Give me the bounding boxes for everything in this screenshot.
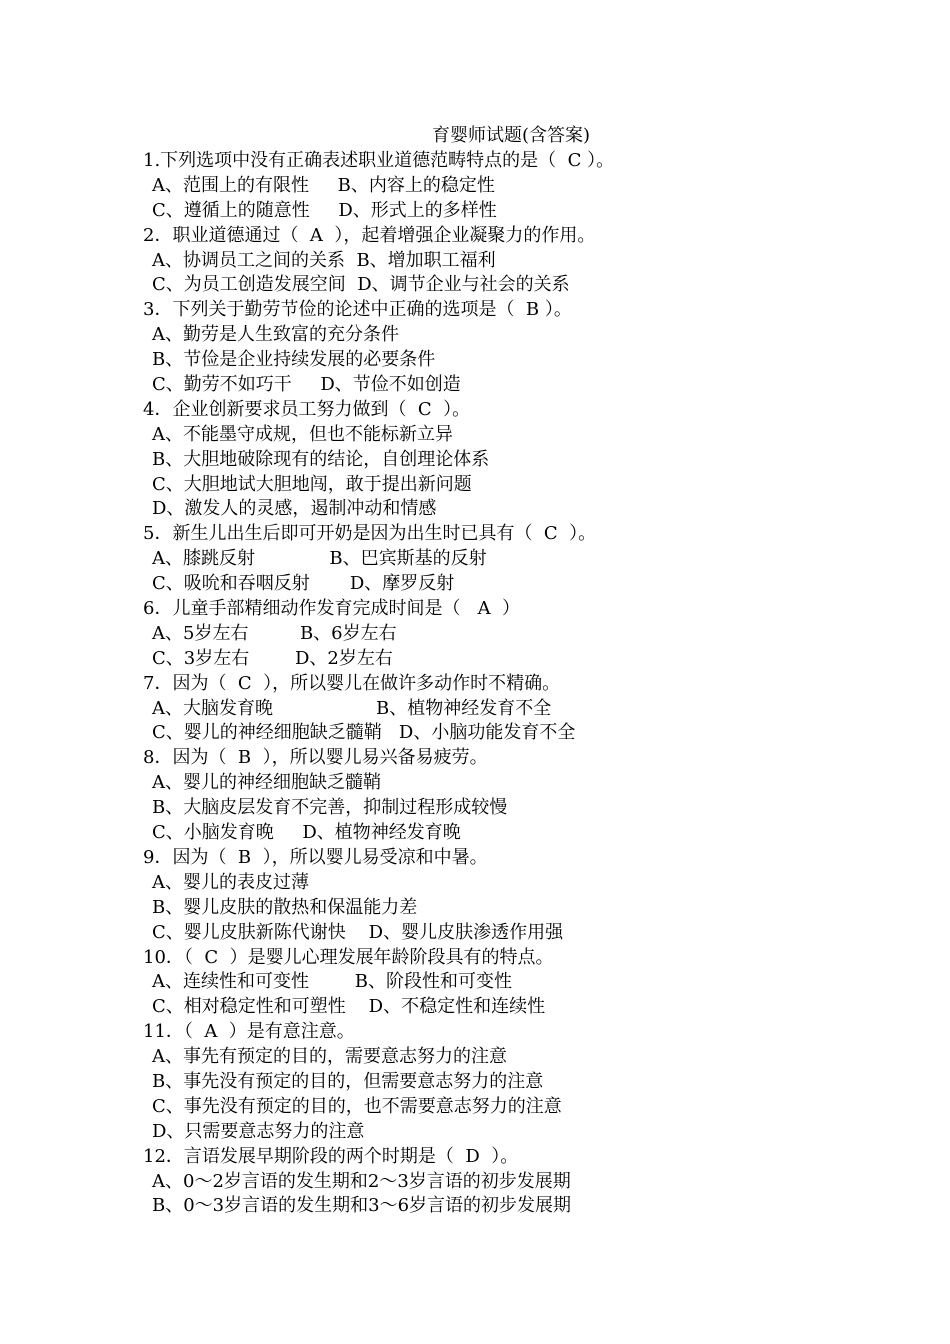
question-item [143, 846, 903, 946]
option-line: C、事先没有预定的目的，也不需要意志努力的注意 [152, 1095, 562, 1117]
option-line: A、连续性和可变性 B、阶段性和可变性 [152, 971, 512, 993]
option-line: A、勤劳是人生致富的充分条件 [152, 324, 399, 346]
question-item [143, 1145, 903, 1220]
question-stem: 4．企业创新要求员工努力做到（ C ）。 [143, 398, 471, 420]
option-line: A、婴儿的表皮过薄 [152, 871, 309, 893]
option-line: B、事先没有预定的目的，但需要意志努力的注意 [152, 1070, 544, 1092]
question-item [143, 672, 903, 747]
option-line: C、小脑发育晚 D、植物神经发育晚 [152, 822, 461, 844]
question-list [143, 149, 903, 1219]
option-line: D、激发人的灵感，遏制冲动和情感 [152, 498, 437, 520]
question-stem: 9．因为（ B ），所以婴儿易受凉和中暑。 [143, 846, 488, 868]
question-stem: 11．（ A ）是有意注意。 [143, 1021, 355, 1043]
question-stem: 10．（ C ）是婴儿心理发展年龄阶段具有的特点。 [143, 946, 554, 968]
question-item [143, 522, 903, 597]
question-item [143, 746, 903, 846]
question-item [143, 224, 903, 299]
option-line: C、勤劳不如巧干 D、节俭不如创造 [152, 374, 461, 396]
document-title: 育婴师试题(含答案) [431, 125, 591, 146]
option-line: A、不能墨守成规，但也不能标新立异 [152, 423, 453, 445]
question-item [143, 1020, 903, 1144]
option-line: A、5岁左右 B、6岁左右 [152, 622, 397, 644]
question-stem: 1.下列选项中没有正确表述职业道德范畴特点的是（ C ）。 [143, 150, 615, 171]
option-line: C、3岁左右 D、2岁左右 [152, 647, 393, 669]
option-line: A、婴儿的神经细胞缺乏髓鞘 [152, 772, 381, 794]
option-line: C、相对稳定性和可塑性 D、不稳定性和连续性 [152, 996, 546, 1018]
option-line: A、事先有预定的目的，需要意志努力的注意 [152, 1046, 507, 1068]
option-line: B、节俭是企业持续发展的必要条件 [152, 349, 436, 371]
question-item [143, 597, 903, 672]
option-line: A、膝跳反射 B、巴宾斯基的反射 [152, 548, 487, 570]
option-line: A、范围上的有限性 B、内容上的稳定性 [152, 174, 495, 196]
question-stem: 8．因为（ B ），所以婴儿易兴备易疲劳。 [143, 747, 488, 769]
option-line: B、大胆地破除现有的结论，自创理论体系 [152, 448, 490, 470]
question-stem: 6．儿童手部精细动作发育完成时间是（ A ） [143, 598, 521, 620]
option-line: A、大脑发育晚 B、植物神经发育不全 [152, 697, 552, 719]
question-item [143, 298, 903, 398]
question-item [143, 149, 903, 224]
option-line: C、大胆地试大胆地闯，敢于提出新问题 [152, 473, 472, 495]
option-line: A、协调员工之间的关系 B、增加职工福利 [152, 249, 496, 271]
question-stem: 3．下列关于勤劳节俭的论述中正确的选项是（ B ）。 [143, 299, 572, 321]
option-line: B、0～3岁言语的发生期和3～6岁言语的初步发展期 [152, 1195, 572, 1217]
option-line: B、婴儿皮肤的散热和保温能力差 [152, 896, 418, 918]
option-line: C、婴儿的神经细胞缺乏髓鞘 D、小脑功能发育不全 [152, 722, 576, 744]
question-stem: 12．言语发展早期阶段的两个时期是（ D ）。 [143, 1145, 519, 1167]
question-stem: 2．职业道德通过（ A ），起着增强企业凝聚力的作用。 [143, 224, 596, 246]
option-line: D、只需要意志努力的注意 [152, 1120, 365, 1142]
option-line: C、吸吮和吞咽反射 D、摩罗反射 [152, 573, 455, 595]
question-stem: 5．新生儿出生后即可开奶是因为出生时已具有（ C ）。 [143, 523, 597, 545]
option-line: C、婴儿皮肤新陈代谢快 D、婴儿皮肤渗透作用强 [152, 921, 564, 943]
option-line: A、0～2岁言语的发生期和2～3岁言语的初步发展期 [152, 1170, 571, 1192]
option-line: B、大脑皮层发育不完善，抑制过程形成较慢 [152, 797, 508, 819]
question-stem: 7．因为（ C ），所以婴儿在做许多动作时不精确。 [143, 672, 561, 694]
question-item [143, 398, 903, 522]
option-line: C、遵循上的随意性 D、形式上的多样性 [152, 199, 497, 221]
question-item [143, 946, 903, 1021]
option-line: C、为员工创造发展空间 D、调节企业与社会的关系 [152, 274, 570, 296]
